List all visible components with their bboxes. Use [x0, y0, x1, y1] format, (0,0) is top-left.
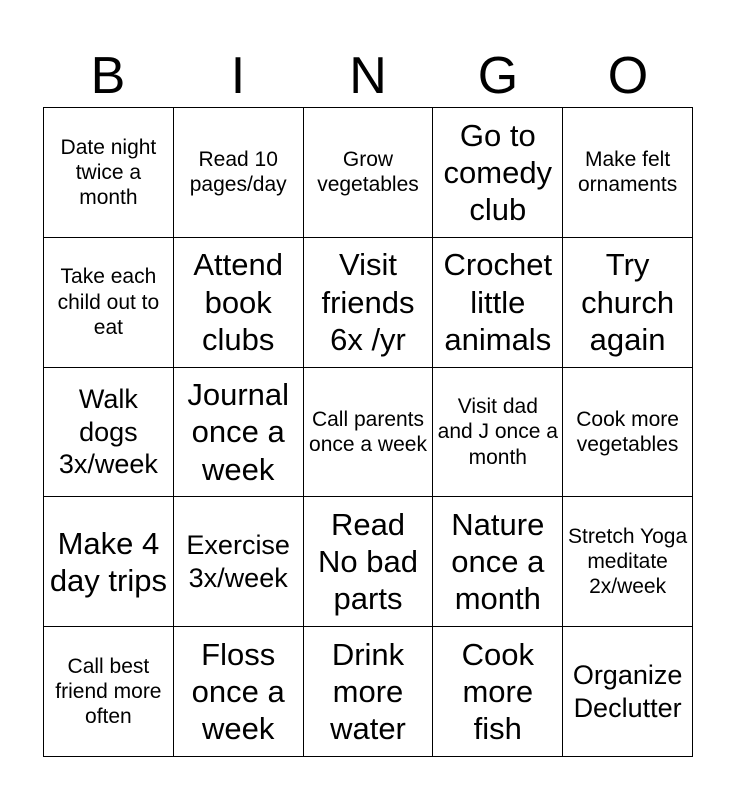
bingo-cell[interactable]	[304, 627, 434, 757]
bingo-cell-label: Grow vegetables	[317, 148, 419, 197]
header-letter-i: I	[230, 47, 246, 105]
bingo-cell-label: Organize Declutter	[572, 660, 683, 723]
header-letter-b: B	[90, 47, 126, 105]
bingo-cell-label: Call parents once a week	[309, 407, 427, 456]
bingo-board	[43, 107, 693, 757]
bingo-cell-label: Visit dad and J once a month	[437, 395, 558, 469]
bingo-cell-label: Read No bad parts	[318, 507, 418, 617]
bingo-cell-label: Take each child out to eat	[57, 265, 160, 339]
bingo-cell-label: Stretch Yoga meditate 2x/week	[568, 525, 688, 599]
bingo-cell[interactable]	[44, 368, 174, 498]
bingo-cell[interactable]	[304, 497, 434, 627]
header-letter-o: O	[607, 47, 649, 105]
bingo-cell[interactable]	[174, 368, 304, 498]
bingo-cell[interactable]	[44, 627, 174, 757]
bingo-cell[interactable]	[563, 108, 693, 238]
bingo-cell[interactable]	[304, 108, 434, 238]
bingo-cell-label: Nature once a month	[451, 507, 545, 617]
bingo-cell[interactable]	[44, 108, 174, 238]
bingo-header	[43, 44, 693, 108]
bingo-cell[interactable]	[433, 368, 563, 498]
bingo-cell[interactable]	[44, 238, 174, 368]
bingo-cell[interactable]	[433, 627, 563, 757]
bingo-cell-label: Date night twice a month	[60, 135, 157, 209]
bingo-cell[interactable]	[304, 368, 434, 498]
bingo-cell-label: Cook more vegetables	[576, 407, 679, 456]
bingo-cell[interactable]	[304, 238, 434, 368]
bingo-cell[interactable]	[174, 108, 304, 238]
bingo-cell-label: Attend book clubs	[193, 247, 283, 357]
bingo-cell[interactable]	[563, 627, 693, 757]
header-letter-n: N	[349, 47, 387, 105]
bingo-cell-label: Floss once a week	[191, 636, 285, 747]
header-letter-g: G	[477, 47, 519, 105]
bingo-cell-label: Crochet little animals	[443, 247, 553, 357]
bingo-cell-label: Exercise 3x/week	[186, 530, 290, 593]
bingo-cell-label: Make felt ornaments	[577, 148, 678, 197]
bingo-cell-label: Journal once a week	[187, 377, 290, 487]
bingo-cell-label: Cook more fish	[461, 636, 534, 747]
bingo-cell[interactable]	[174, 627, 304, 757]
bingo-cell[interactable]	[433, 238, 563, 368]
bingo-cell[interactable]	[174, 238, 304, 368]
bingo-cell-label: Visit friends 6x /yr	[321, 247, 415, 357]
bingo-cell-label: Go to comedy club	[443, 117, 553, 227]
bingo-cell-label: Walk dogs 3x/week	[58, 384, 158, 480]
bingo-cell-label: Make 4 day trips	[49, 525, 167, 598]
bingo-cell-label: Call best friend more often	[55, 654, 162, 729]
bingo-cell[interactable]	[563, 238, 693, 368]
bingo-cell-label: Read 10 pages/day	[189, 148, 287, 197]
bingo-cell[interactable]	[44, 497, 174, 627]
bingo-cell[interactable]	[563, 497, 693, 627]
bingo-cell[interactable]	[174, 497, 304, 627]
bingo-cell[interactable]	[433, 108, 563, 238]
bingo-cell[interactable]	[563, 368, 693, 498]
bingo-cell[interactable]	[433, 497, 563, 627]
bingo-cell-label: Drink more water	[330, 636, 406, 747]
bingo-cell-label: Try church again	[581, 247, 675, 357]
